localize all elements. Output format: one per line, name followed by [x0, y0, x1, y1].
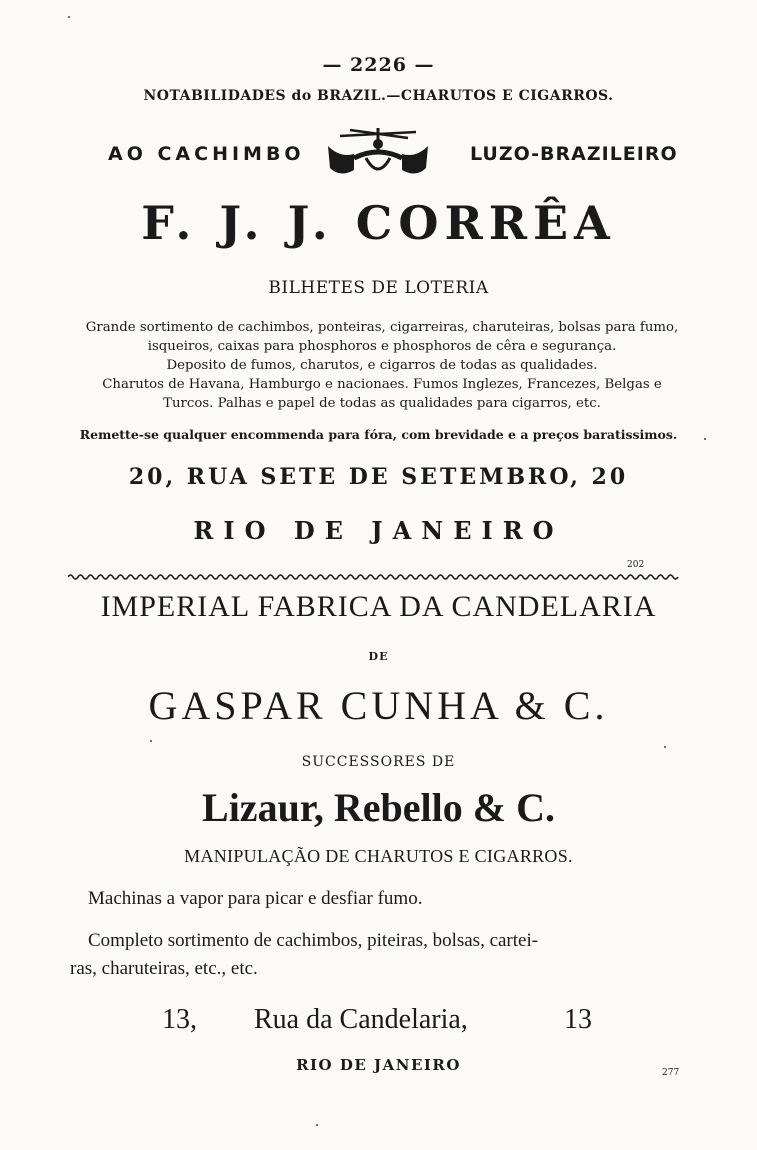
- scan-speck: [664, 746, 666, 748]
- complete-line-1: Completo sortimento de cachimbos, piteiras, bolsas, cartei-: [88, 930, 539, 951]
- de-label: DE: [368, 650, 389, 663]
- complete-line-2: ras, charuteiras, etc., etc.: [70, 958, 258, 979]
- factory-name: IMPERIAL FABRICA DA CANDELARIA: [100, 590, 657, 623]
- ad1-city: RIO DE JANEIRO: [193, 516, 564, 545]
- description-line: Turcos. Palhas e papel de todas as qualidades para cigarros, etc.: [163, 396, 601, 411]
- scan-speck: [68, 16, 70, 18]
- address-number-left: 13,: [162, 1004, 197, 1035]
- section-title: NOTABILIDADES do BRAZIL.—CHARUTOS E CIGARROS.: [143, 88, 614, 104]
- description-line: Deposito de fumos, charutos, e cigarros de todas as qualidades.: [166, 358, 598, 373]
- ad1-number: 202: [627, 560, 645, 570]
- scan-speck: [316, 1124, 318, 1126]
- remit-notice: Remette-se qualquer encommenda para fóra, com brevidade e a preços baratissimos.: [79, 427, 678, 442]
- scan-speck: [150, 740, 152, 742]
- successors-label: SUCCESSORES DE: [301, 754, 456, 770]
- ad1-description: [52, 318, 712, 413]
- address-number-right: 13: [564, 1004, 592, 1035]
- predecessor-name: Lizaur, Rebello & C.: [202, 785, 555, 830]
- ad2-number: 277: [662, 1068, 680, 1078]
- description-line: isqueiros, caixas para phosphoros e phosphoros de cêra e segurança.: [147, 339, 617, 354]
- description-line: Grande sortimento de cachimbos, ponteiras, cigarreiras, charuteiras, bolsas para fumo,: [85, 320, 679, 335]
- machines-line: Machinas a vapor para picar e desfiar fumo.: [88, 888, 423, 909]
- page-number: — 2226 —: [322, 54, 435, 76]
- pipes-emblem-icon: [320, 124, 436, 184]
- wavy-divider: [68, 572, 688, 582]
- company-name: GASPAR CUNHA & C.: [148, 683, 609, 728]
- ad2-city: RIO DE JANEIRO: [296, 1056, 461, 1074]
- manufacture-line: MANIPULAÇÃO DE CHARUTOS E CIGARROS.: [184, 846, 573, 866]
- ad1-address: 20, RUA SETE DE SETEMBRO, 20: [128, 464, 629, 490]
- brand-left: AO CACHIMBO: [108, 143, 305, 165]
- description-line: Charutos de Havana, Hamburgo e nacionaes. Fumos Inglezes, Francezes, Belgas e: [102, 377, 662, 392]
- lottery-tickets-heading: BILHETES DE LOTERIA: [268, 278, 489, 298]
- owner-name: F. J. J. CORRÊA: [141, 196, 616, 250]
- scan-speck: [704, 438, 706, 440]
- brand-right: LUZO-BRAZILEIRO: [470, 143, 678, 165]
- address-street: Rua da Candelaria,: [254, 1004, 468, 1035]
